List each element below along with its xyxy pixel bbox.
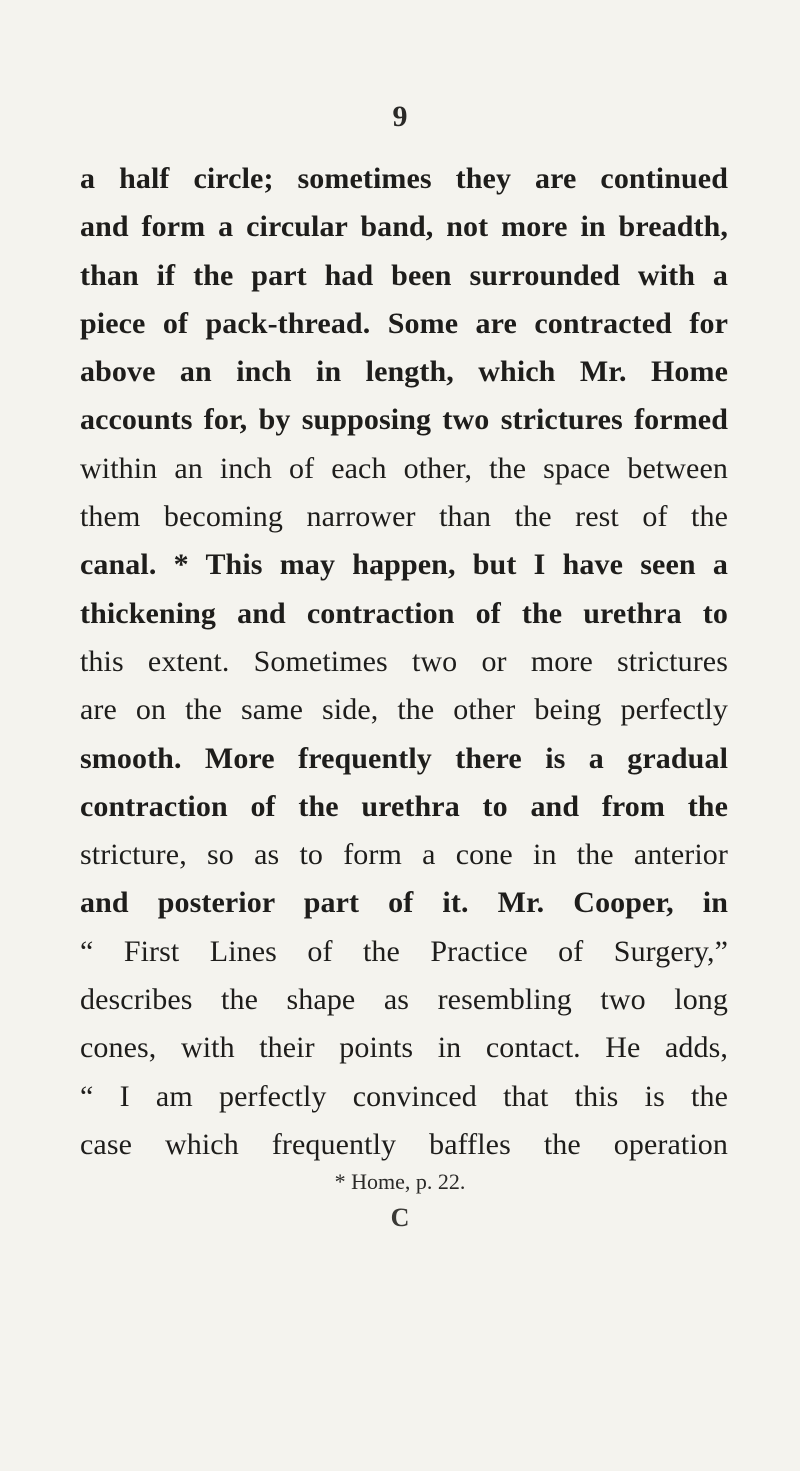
text-line: and posterior part of it. Mr. Cooper, in (80, 886, 728, 920)
text-line: case which frequently baffles the operation (80, 1127, 728, 1161)
page-number: 9 (392, 100, 408, 133)
text-line: than if the part had been surrounded with a (80, 258, 728, 292)
text-line: “ First Lines of the Practice of Surgery,” (80, 934, 728, 968)
text-line: them becoming narrower than the rest of the (80, 500, 728, 534)
text-line: contraction of the urethra to and from the (80, 789, 728, 823)
text-line: and form a circular band, not more in breadth, (80, 210, 728, 244)
text-line: piece of pack-thread. Some are contracted for (80, 306, 728, 340)
text-line: are on the same side, the other being perfectly (80, 693, 728, 727)
text-line: stricture, so as to form a cone in the anterior (80, 838, 728, 872)
text-line: canal. * This may happen, but I have seen a (80, 548, 728, 582)
text-line: thickening and contraction of the urethra to (80, 596, 728, 630)
text-line: smooth. More frequently there is a gradual (80, 741, 728, 775)
text-line: describes the shape as resembling two long (80, 983, 728, 1017)
body-text (80, 155, 728, 1169)
text-line: “ I am perfectly convinced that this is the (80, 1079, 728, 1113)
text-line: a half circle; sometimes they are continued (80, 162, 728, 195)
signature-mark: C (390, 1203, 410, 1232)
text-line: cones, with their points in contact. He adds, (80, 1031, 728, 1065)
text-line: within an inch of each other, the space between (80, 451, 728, 485)
text-line: above an inch in length, which Mr. Home (80, 355, 728, 389)
text-line: accounts for, by supposing two strictures formed (80, 403, 728, 437)
footnote: * Home, p. 22. (334, 1169, 466, 1194)
text-line: this extent. Sometimes two or more strictures (80, 644, 728, 678)
